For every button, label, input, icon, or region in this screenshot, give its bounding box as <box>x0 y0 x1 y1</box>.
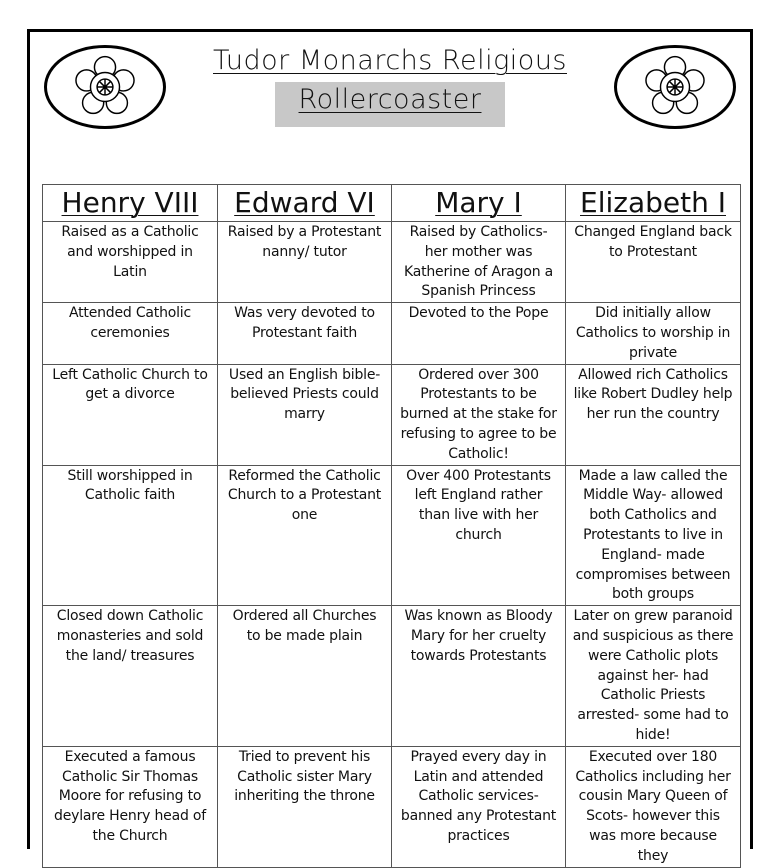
document-title: Tudor Monarchs Religious <box>213 45 567 76</box>
table-cell: Executed over 180 Catholics including her cousin Mary Queen of Scots- however this was more because they <box>566 746 741 867</box>
table-cell: Attended Catholic ceremonies <box>43 303 218 364</box>
table-cell: Executed a famous Catholic Sir Thomas Moore for refusing to deylare Henry head of the Church <box>43 746 218 867</box>
table-cell: Ordered over 300 Protestants to be burned at the stake for refusing to agree to be Catholic! <box>392 364 566 465</box>
table-cell: Prayed every day in Latin and attended Catholic services- banned any Protestant practices <box>392 746 566 867</box>
table-cell: Changed England back to Protestant <box>566 222 741 303</box>
table-cell: Still worshipped in Catholic faith <box>43 465 218 606</box>
table-row <box>43 606 741 747</box>
table-cell: Tried to prevent his Catholic sister Mary inheriting the throne <box>218 746 392 867</box>
table-cell: Did initially allow Catholics to worship in private <box>566 303 741 364</box>
table-cell: Devoted to the Pope <box>392 303 566 364</box>
table-cell: Left Catholic Church to get a divorce <box>43 364 218 465</box>
header-henry: Henry VIII <box>43 185 218 222</box>
table-row <box>43 222 741 303</box>
tudor-rose-left <box>44 45 166 129</box>
header-row <box>43 185 741 222</box>
header-edward: Edward VI <box>218 185 392 222</box>
table-cell: Raised by Catholics- her mother was Katherine of Aragon a Spanish Princess <box>392 222 566 303</box>
table-cell: Ordered all Churches to be made plain <box>218 606 392 747</box>
table-cell: Raised by a Protestant nanny/ tutor <box>218 222 392 303</box>
table-cell: Used an English bible- believed Priests could marry <box>218 364 392 465</box>
document-title-line2 <box>210 84 570 115</box>
tudor-rose-icon <box>72 54 138 120</box>
tudor-rose-icon <box>642 54 708 120</box>
table-row <box>43 364 741 465</box>
header-elizabeth: Elizabeth I <box>566 185 741 222</box>
table-cell: Reformed the Catholic Church to a Protestant one <box>218 465 392 606</box>
table-row <box>43 746 741 867</box>
header-mary: Mary I <box>392 185 566 222</box>
table-row <box>43 465 741 606</box>
table-cell: Made a law called the Middle Way- allowed both Catholics and Protestants to live in England- made compromises between both groups <box>566 465 741 606</box>
table-row <box>43 303 741 364</box>
table-cell: Raised as a Catholic and worshipped in Latin <box>43 222 218 303</box>
table-cell: Was known as Bloody Mary for her cruelty towards Protestants <box>392 606 566 747</box>
table-cell: Was very devoted to Protestant faith <box>218 303 392 364</box>
table-cell: Allowed rich Catholics like Robert Dudley help her run the country <box>566 364 741 465</box>
table-cell: Later on grew paranoid and suspicious as there were Catholic plots against her- had Catholic Priests arrested- some had to hide! <box>566 606 741 747</box>
monarch-table <box>42 184 741 868</box>
table-cell: Over 400 Protestants left England rather than live with her church <box>392 465 566 606</box>
title-highlight: Rollercoaster <box>275 82 506 127</box>
table-cell: Closed down Catholic monasteries and sold the land/ treasures <box>43 606 218 747</box>
tudor-rose-right <box>614 45 736 129</box>
